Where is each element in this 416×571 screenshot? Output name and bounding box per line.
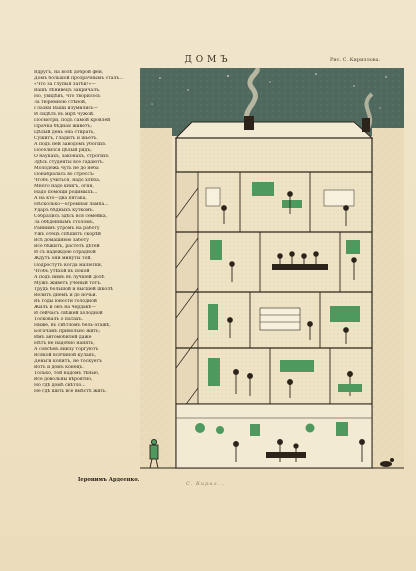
- poem-line: «Что за глупыя затѣи!»—: [34, 82, 96, 88]
- poem-line: За обѣденнымъ столомъ,: [34, 220, 95, 226]
- poem-line: Вашъ лѣнивецъ закричалъ.: [34, 88, 101, 94]
- poem-line: А на кто—два пятака,: [34, 196, 87, 202]
- poem-line: Но гдѣ домѣ свѣтло...: [34, 382, 86, 388]
- poem-line: За тюремною стѣной,: [34, 100, 87, 106]
- poem-line: Тосковалъ о патахъ.: [34, 316, 83, 322]
- poem-line: Ниже, въ свѣтломъ бель-этажѣ,: [34, 322, 111, 328]
- poem-line: Чтобъ утѣхой въ покой: [34, 268, 90, 274]
- poem-line: А подъ нимъ въ лучшей долѣ: [34, 274, 105, 280]
- poem-line: Въ годы юности голодной: [34, 298, 97, 304]
- house-cutaway-drawing: [140, 68, 404, 488]
- poem-line: Подростутъ когда малютки,: [34, 262, 103, 268]
- poem-line: Сушитъ, гладитъ и шьетъ.: [34, 136, 98, 142]
- poem-line: Жилъ и онъ на чердакѣ—: [34, 304, 97, 310]
- poem-line: Собрались здѣсь вся семейка,: [34, 214, 108, 220]
- poem-line: Не гдѣ шить все вмѣстѣ жить.: [34, 388, 107, 394]
- poem-line: Нѣсколько—огромная лампа...: [34, 202, 109, 208]
- poem-line: А совсѣмъ внизу торгуютъ: [34, 346, 99, 352]
- poem-column: [34, 70, 152, 395]
- poem-line: Раннимъ утромъ на работу: [34, 226, 100, 232]
- poem-line: Прачка бѣдная живетъ;: [34, 124, 92, 130]
- poem-line: Богачамъ привольно жить;: [34, 328, 101, 334]
- poem-line: Ударъ бѣдныхъ куткомъ.: [34, 208, 94, 214]
- poem-line: Понабралась во стрессъ:: [34, 172, 95, 178]
- poem-line: Цѣлый день она стирать,: [34, 130, 95, 136]
- poem-line: Надо помощи родимыхъ...: [34, 190, 98, 196]
- poem-line: Всякой всячиной кулакъ,: [34, 352, 96, 358]
- illustrator-caption: Рис. С. Кириллова.: [330, 57, 381, 63]
- poem-line: Много надо книгъ, огня,: [34, 184, 94, 190]
- poem-line: Глазки Ваши изумились—: [34, 106, 99, 112]
- poem-line: Молодежь чуть не до неба: [34, 166, 99, 172]
- poem-line: Поселился цѣлый рядъ;: [34, 148, 92, 154]
- poem-line: А подъ ней заводомъ убогихъ: [34, 142, 106, 148]
- poem-line: Посмотри, подъ самой кровлей: [34, 118, 111, 124]
- poem-line: И съ надеждою отрадной: [34, 250, 96, 256]
- poem-line: Ждутъ они минуты той,: [34, 256, 92, 262]
- poem-line: Домъ большой прозрачнымъ сталъ...: [34, 76, 124, 82]
- house-illustration: [140, 68, 404, 488]
- poem-line: Здѣсь студенты все гадаютъ.: [34, 160, 105, 166]
- poem-line: Трудъ большой и высшей школѣ: [34, 286, 113, 292]
- poem-line: И сидѣлъ въ мірѣ чужой.: [34, 112, 95, 118]
- poem-line: И сейчасъ свѣжей холодной: [34, 310, 103, 316]
- poem-line: Всѣ домашнюю заботу: [34, 238, 89, 244]
- poem-line: Вдругъ, на волѣ доброй феи,: [34, 70, 104, 75]
- poem-line: Только, той надомъ тѣнью,: [34, 370, 100, 376]
- poem-line: Все довольны вѣроятно,: [34, 376, 93, 382]
- poem-line: Но, увидѣвъ, что творилось: [34, 94, 101, 100]
- poem-line: Вотъ и домъ конецъ.: [34, 364, 84, 370]
- poem-line: Велитъ днемъ и до ночьи.: [34, 292, 98, 298]
- poem-line: Имъ автомобилей даже: [34, 334, 92, 340]
- poem-author-signature: Іеронимъ Ардеенко.: [78, 477, 140, 483]
- poem-line: Все бѣжитъ, растетъ дѣтей: [34, 244, 100, 250]
- poem-line: Чтобъ учиться, надо хлѣба,: [34, 178, 101, 184]
- page-title: ДОМЪ: [184, 55, 232, 65]
- poem-line: Мужъ живетъ ученый тотъ.: [34, 280, 102, 286]
- poem-line: О наукахъ, законахъ, строгихъ: [34, 154, 109, 160]
- poem-line: Деньги копитъ, не тоскуетъ: [34, 358, 102, 364]
- poem-line: Нѣтъ не надобно нанять,: [34, 340, 95, 346]
- poem-line: Ужъ отецъ спѣшитъ скорѣй: [34, 232, 101, 238]
- illustration-signature: С. Кирил...: [186, 481, 226, 487]
